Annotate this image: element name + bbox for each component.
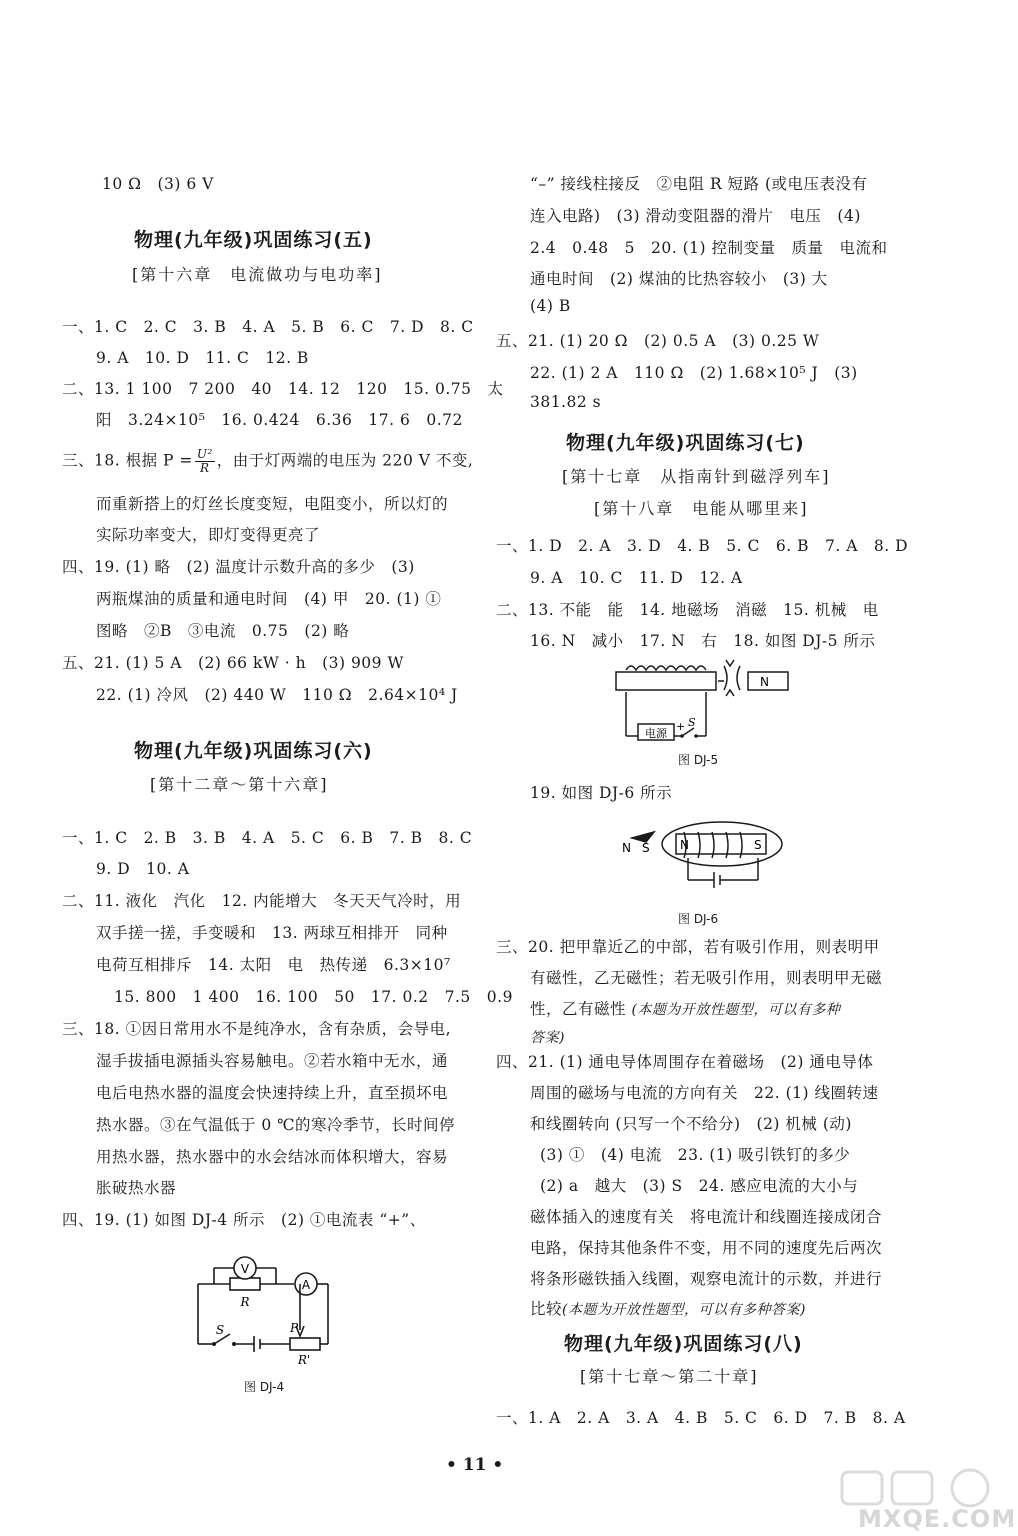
answer-line: 连入电路) (3) 滑动变阻器的滑片 电压 (4) [530,207,861,225]
switch-label: S [688,716,696,729]
solenoid-diagram-dj6 [618,818,788,890]
answer-line: 9. A 10. D 11. C 12. B [96,349,309,367]
answer-line: 三、20. 把甲靠近乙的中部，若有吸引作用，则表明甲 [496,938,880,956]
answer-line: 四、21. (1) 通电导体周围存在着磁场 (2) 通电导体 [496,1053,874,1071]
answer-line: 磁体插入的速度有关 将电流计和线圈连接成闭合 [530,1208,883,1226]
answer-line: 周围的磁场与电流的方向有关 22. (1) 线圈转速 [530,1084,879,1102]
answer-line: 胀破热水器 [96,1179,177,1197]
section-title-6: 物理(九年级)巩固练习(六) [134,740,373,762]
figure-caption: 图 DJ-4 [244,1380,285,1394]
fraction-numerator: U² [196,447,213,461]
answer-line: 热水器。③在气温低于 0 ℃的寒冷季节，长时间停 [96,1116,456,1134]
answer-line-note [530,997,840,1019]
answer-line: 将条形磁铁插入线圈，观察电流计的示数，并进行 [530,1270,883,1288]
answer-line-formula [62,448,473,475]
answer-line: 四、19. (1) 略 (2) 温度计示数升高的多少 (3) [62,558,415,576]
formula-prefix: 三、18. 根据 P = [62,451,193,470]
section-title-8: 物理(九年级)巩固练习(八) [564,1333,803,1355]
answer-line: 五、21. (1) 20 Ω (2) 0.5 A (3) 0.25 W [496,332,820,350]
answer-line: 和线圈转向 (只写一个不给分) (2) 机械 (动) [530,1115,852,1133]
watermark-text: MXQE.COM [858,1505,1017,1533]
page-number: • 11 • [446,1455,504,1475]
answer-line: 两瓶煤油的质量和通电时间 (4) 甲 20. (1) ① [96,590,442,608]
answer-line: 五、21. (1) 5 A (2) 66 kW · h (3) 909 W [62,654,404,672]
solenoid-n-label: N [680,838,689,852]
pole-label-n: N [760,675,769,689]
answer-line: 通电时间 (2) 煤油的比热容较小 (3) 大 [530,270,828,288]
circuit-diagram-dj4 [190,1238,340,1367]
answer-line: 9. D 10. A [96,860,190,878]
open-question-note: (本题为开放性题型，可以有多种答案) [562,1302,806,1318]
section-subtitle-5: [第十六章 电流做功与电功率] [132,265,383,284]
answer-line: 用热水器，热水器中的水会结冰而体积增大，容易 [96,1148,449,1166]
answer-line: 有磁性，乙无磁性；若无吸引作用，则表明甲无磁 [530,969,883,987]
answer-line: 2.4 0.48 5 20. (1) 控制变量 质量 电流和 [530,239,888,257]
answer-line: 19. 如图 DJ-6 所示 [530,784,673,802]
electromagnet-diagram-dj5 [612,658,792,742]
answer-line: (3) ① (4) 电流 23. (1) 吸引铁钉的多少 [540,1146,851,1164]
answer-line: “–” 接线柱接反 ②电阻 R 短路 (或电压表没有 [530,175,868,193]
figure-caption: 图 DJ-5 [678,753,719,767]
voltmeter-label: V [240,1262,250,1276]
answer-line: 电路，保持其他条件不变，用不同的速度先后两次 [530,1239,883,1257]
answer-line: 双手搓一搓，手变暖和 13. 两球互相排开 同种 [96,924,448,942]
answer-line: 22. (1) 冷风 (2) 440 W 110 Ω 2.64×10⁴ J [96,686,458,704]
answer-line: 16. N 减小 17. N 右 18. 如图 DJ-5 所示 [530,632,876,650]
section-subtitle-7b: [第十八章 电能从哪里来] [594,499,809,518]
ammeter-label: A [301,1278,311,1292]
answer-text: 比较 [530,1300,563,1318]
formula-fraction [195,448,215,475]
answer-line: 四、19. (1) 如图 DJ-4 所示 (2) ①电流表 “+”、 [62,1211,426,1229]
open-question-note: 答案) [530,1030,565,1046]
answer-text: 性，乙有磁性 [530,1000,627,1018]
section-subtitle-8: [第十七章～第二十章] [580,1367,759,1386]
answer-line: (4) B [530,297,571,315]
answer-line: (2) a 越大 (3) S 24. 感应电流的大小与 [540,1177,859,1195]
answer-line: 一、1. A 2. A 3. A 4. B 5. C 6. D 7. B 8. A [496,1409,906,1427]
answer-line: 电荷互相排斥 14. 太阳 电 热传递 6.3×10⁷ [96,956,451,974]
answer-line: 一、1. C 2. C 3. B 4. A 5. B 6. C 7. D 8. C [62,318,474,336]
answer-line: 阳 3.24×10⁵ 16. 0.424 6.36 17. 6 0.72 [96,411,463,429]
answer-line: 图略 ②B ③电流 0.75 (2) 略 [96,622,350,640]
compass-s-label: S [642,841,650,855]
answer-line: 15. 800 1 400 16. 100 50 17. 0.2 7.5 0.9 [114,988,513,1006]
answer-line-note [530,1297,806,1319]
plus-label: + [676,720,686,733]
fraction-denominator: R [200,461,210,475]
section-title-7: 物理(九年级)巩固练习(七) [566,432,805,454]
answer-line: 9. A 10. C 11. D 12. A [530,569,743,587]
compass-n-label: N [622,841,631,855]
answer-line: 湿手拔插电源插头容易触电。②若水箱中无水，通 [96,1052,449,1070]
answer-line: 而重新搭上的灯丝长度变短，电阻变小，所以灯的 [96,495,449,513]
answer-line: 一、1. D 2. A 3. D 4. B 5. C 6. B 7. A 8. D [496,537,909,555]
formula-suffix: ，由于灯两端的电压为 220 V 不变, [216,451,474,470]
answer-line: 二、13. 1 100 7 200 40 14. 12 120 15. 0.75 太 [62,380,504,398]
figure-caption: 图 DJ-6 [678,912,719,926]
answer-line: 电后电热水器的温度会快速持续上升，直至损坏电 [96,1084,449,1102]
section-title-5: 物理(九年级)巩固练习(五) [134,229,373,251]
power-source-label: 电源 [645,727,667,740]
solenoid-s-label: S [754,838,762,852]
answer-line: 381.82 s [530,393,602,411]
resistor-label: R [240,1295,250,1309]
answer-line: 二、11. 液化 汽化 12. 内能增大 冬天天气冷时，用 [62,892,462,910]
answer-line: 实际功率变大，即灯变得更亮了 [96,526,321,544]
open-question-note: (本题为开放性题型，可以有多种 [631,1002,841,1018]
answer-line: 一、1. C 2. B 3. B 4. A 5. C 6. B 7. B 8. C [62,829,473,847]
rheostat-label: R' [297,1353,311,1367]
answer-line: 10 Ω (3) 6 V [102,175,214,193]
section-subtitle-6: [第十二章～第十六章] [150,775,329,794]
section-subtitle-7a: [第十七章 从指南针到磁浮列车] [562,467,831,486]
answer-line: 三、18. ①因日常用水不是纯净水，含有杂质，会导电, [62,1020,452,1038]
answer-line: 22. (1) 2 A 110 Ω (2) 1.68×10⁵ J (3) [530,364,858,382]
slider-label: P [289,1321,299,1335]
switch-label: S [215,1323,225,1337]
answer-line: 二、13. 不能 能 14. 地磁场 消磁 15. 机械 电 [496,601,879,619]
